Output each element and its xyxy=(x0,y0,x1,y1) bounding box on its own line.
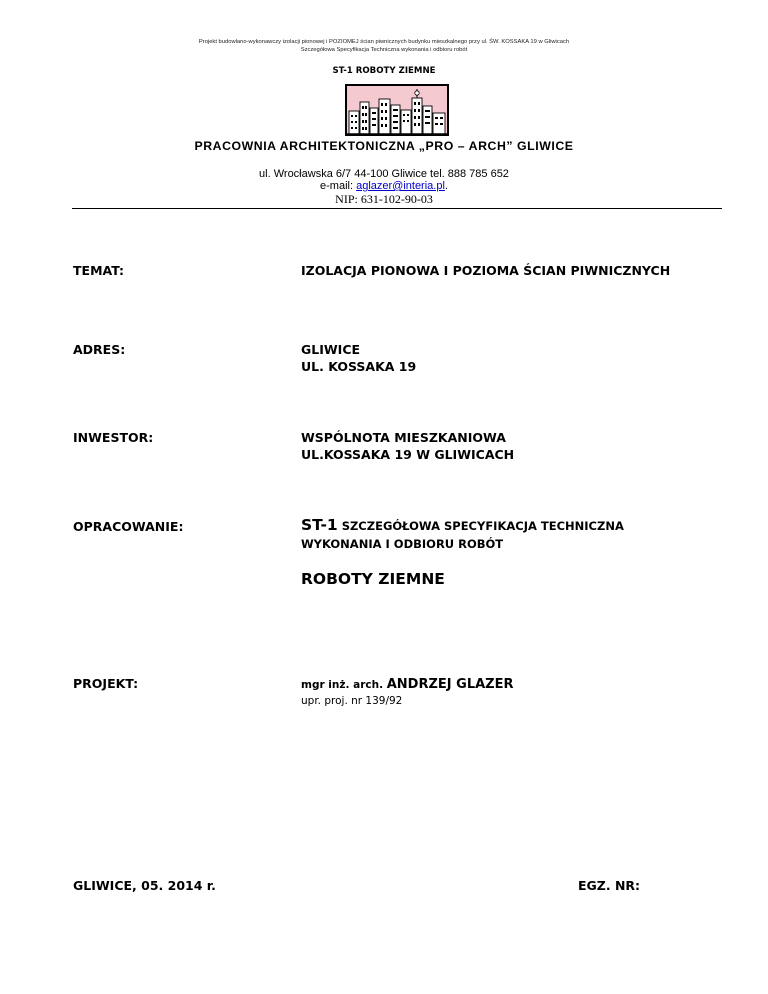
opracowanie-label: OPRACOWANIE: xyxy=(73,519,184,534)
adres-line-2: UL. KOSSAKA 19 xyxy=(301,359,417,374)
temat-label: TEMAT: xyxy=(73,263,125,278)
adres-label: ADRES: xyxy=(73,342,126,357)
firm-nip: NIP: 631-102-90-03 xyxy=(335,192,433,206)
email-prefix: e-mail: xyxy=(320,180,357,192)
inwestor-line-2: UL.KOSSAKA 19 W GLIWICACH xyxy=(301,447,515,462)
spec-title-line-1: SZCZEGÓŁOWA SPECYFIKACJA TECHNICZNA xyxy=(337,519,624,533)
designer-name: ANDRZEJ GLAZER xyxy=(386,677,514,692)
header-divider xyxy=(72,208,722,209)
inwestor-value xyxy=(301,429,514,463)
adres-line-1: GLIWICE xyxy=(301,342,361,357)
firm-email-line xyxy=(0,180,768,193)
opracowanie-value xyxy=(301,515,624,554)
city-skyline-logo xyxy=(345,84,449,136)
email-link[interactable]: aglazer@interia.pl xyxy=(356,180,445,192)
spec-title-line-2: WYKONANIA I ODBIORU ROBÓT xyxy=(301,537,504,551)
firm-name: PRACOWNIA ARCHITEKTONICZNA „PRO – ARCH” GLIWICE xyxy=(194,139,574,153)
email-suffix: . xyxy=(444,180,448,192)
place-date: GLIWICE, 05. 2014 r. xyxy=(73,878,216,893)
inwestor-line-1: WSPÓLNOTA MIESZKANIOWA xyxy=(301,430,506,445)
designer-title: mgr inż. arch. xyxy=(301,679,387,691)
projekt-value xyxy=(301,675,513,694)
spec-code: ST-1 xyxy=(301,516,338,534)
header-project-line: Projekt budowlano-wykonawczy izolacji pionowej i POZIOMEJ ścian piwnicznych budynku mieszkalnego przy ul. ŚW. KOSSAKA 19 w Gliwicach xyxy=(198,39,570,45)
inwestor-label: INWESTOR: xyxy=(73,430,154,445)
copy-number-label: EGZ. NR: xyxy=(578,878,641,893)
temat-value: IZOLACJA PIONOWA I POZIOMA ŚCIAN PIWNICZNYCH xyxy=(301,263,671,278)
designer-license: upr. proj. nr 139/92 xyxy=(301,695,403,707)
projekt-label: PROJEKT: xyxy=(73,676,139,691)
firm-address: ul. Wrocławska 6/7 44-100 Gliwice tel. 888 785 652 xyxy=(259,168,509,180)
header-spec-line: Szczegółowa Specyfikacja Techniczna wykonania i odbioru robót xyxy=(300,47,468,53)
spec-subject: ROBOTY ZIEMNE xyxy=(301,570,445,588)
adres-value xyxy=(301,341,416,375)
header-section-title: ST-1 ROBOTY ZIEMNE xyxy=(332,66,436,76)
